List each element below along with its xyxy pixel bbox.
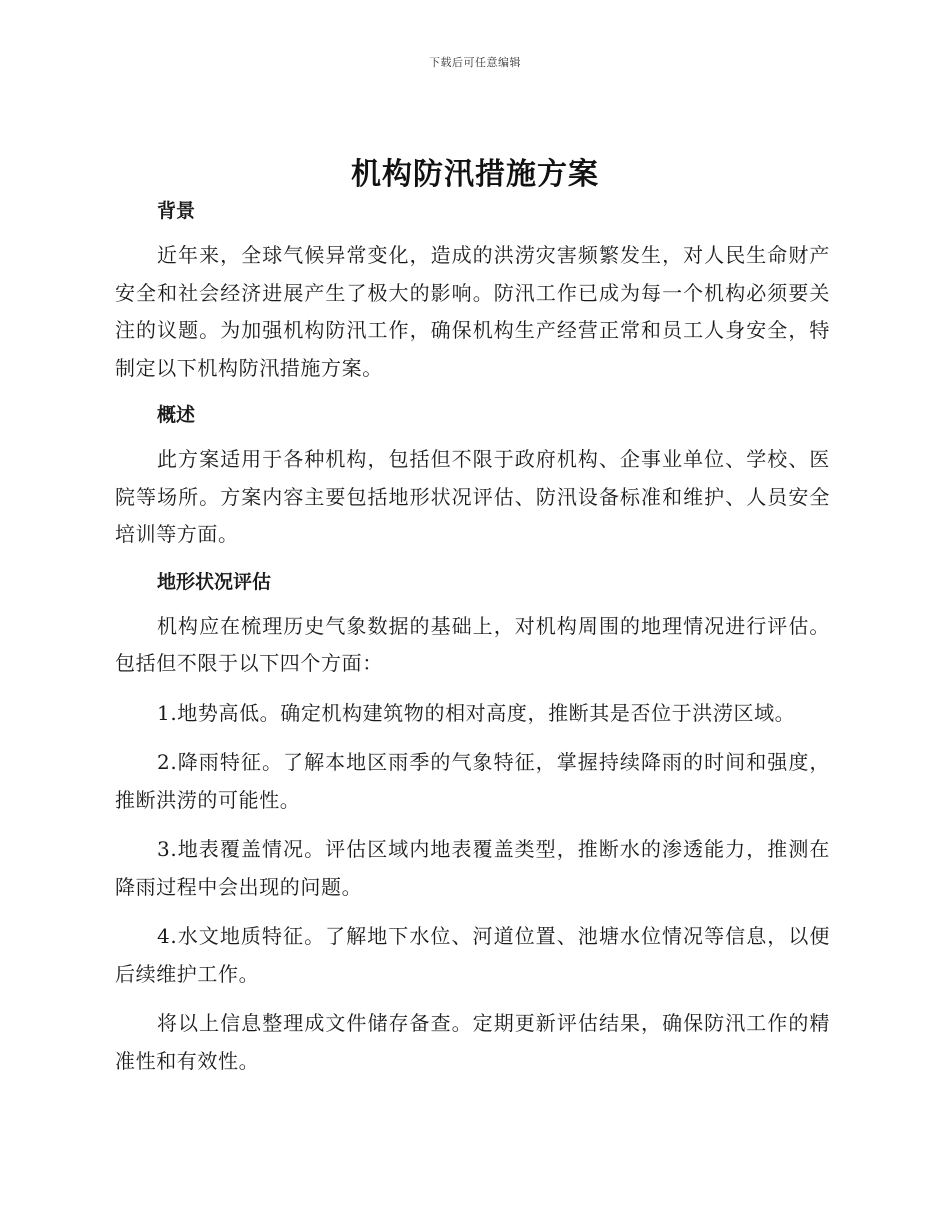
document-title: 机构防汛措施方案 — [351, 157, 599, 192]
document-body — [115, 197, 830, 1080]
list-item-terrain-2: 2.降雨特征。了解本地区雨季的气象特征，掌握持续降雨的时间和强度，推断洪涝的可能性。 — [115, 750, 830, 812]
header-note: 下载后可任意编辑 — [429, 56, 521, 69]
paragraph-overview: 此方案适用于各种机构，包括但不限于政府机构、企事业单位、学校、医院等场所。方案内容主要包括地形状况评估、防汛设备标准和维护、人员安全培训等方面。 — [115, 447, 830, 546]
paragraph-terrain-intro: 机构应在梳理历史气象数据的基础上，对机构周围的地理情况进行评估。包括但不限于以下四个方面： — [115, 613, 830, 675]
section-heading-background: 背景 — [157, 200, 196, 222]
section-heading-overview: 概述 — [157, 404, 196, 426]
section-heading-terrain-assessment: 地形状况评估 — [157, 570, 272, 593]
list-item-terrain-1: 1.地势高低。确定机构建筑物的相对高度，推断其是否位于洪涝区域。 — [157, 700, 796, 725]
list-item-terrain-4: 4.水文地质特征。了解地下水位、河道位置、池塘水位情况等信息，以便后续维护工作。 — [115, 924, 830, 986]
paragraph-terrain-conclusion: 将以上信息整理成文件储存备查。定期更新评估结果，确保防汛工作的精准性和有效性。 — [115, 1011, 830, 1073]
list-item-terrain-3: 3.地表覆盖情况。评估区域内地表覆盖类型，推断水的渗透能力，推测在降雨过程中会出现的问题。 — [115, 837, 830, 899]
paragraph-background: 近年来，全球气候异常变化，造成的洪涝灾害频繁发生，对人民生命财产安全和社会经济进展产生了极大的影响。防汛工作已成为每一个机构必须要关注的议题。为加强机构防汛工作，确保机构生产经营正常和员工人身安全，特制定以下机构防汛措施方案。 — [115, 243, 830, 380]
